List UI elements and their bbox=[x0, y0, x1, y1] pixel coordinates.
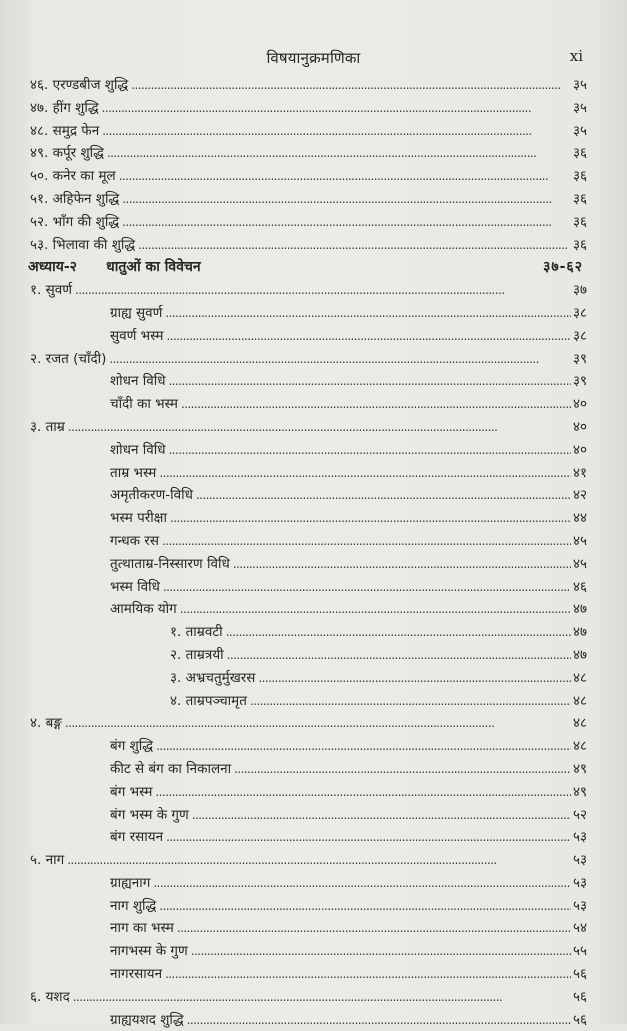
toc-entry-title: ग्राह्य सुवर्ण bbox=[110, 304, 163, 321]
dot-leader bbox=[68, 416, 571, 439]
dot-leader bbox=[159, 895, 571, 918]
toc-entry-title: चाँदी का भस्म bbox=[110, 396, 178, 413]
dot-leader bbox=[163, 576, 571, 599]
toc-entry bbox=[0, 826, 627, 849]
toc-entry bbox=[0, 325, 627, 348]
toc-entry-title: ५२. भाँग की शुद्धि bbox=[30, 213, 120, 230]
toc-entry bbox=[0, 758, 627, 781]
toc-entry-title: शोधन विधि bbox=[110, 373, 166, 390]
toc-entry-page: ३६ bbox=[572, 168, 587, 185]
toc-entry bbox=[0, 963, 627, 986]
toc-entry-title: ६. यशद bbox=[30, 988, 70, 1005]
toc-entry-title: गन्धक रस bbox=[110, 532, 159, 549]
toc-entry bbox=[0, 895, 627, 918]
toc-entry-title: ग्राह्यनाग bbox=[110, 874, 151, 891]
toc-entry-title: शोधन विधि bbox=[110, 441, 166, 458]
table-of-contents bbox=[0, 74, 627, 1031]
toc-entry-page: ३९ bbox=[572, 373, 587, 390]
toc-entry-page: ४६ bbox=[572, 578, 587, 595]
toc-entry bbox=[0, 439, 627, 462]
toc-entry-page: ३९ bbox=[572, 350, 587, 367]
toc-entry bbox=[0, 484, 627, 507]
dot-leader bbox=[67, 849, 571, 872]
dot-leader bbox=[196, 484, 571, 507]
dot-leader bbox=[227, 644, 571, 667]
toc-entry-title: ५. नाग bbox=[30, 852, 65, 869]
dot-leader bbox=[109, 348, 571, 371]
dot-leader bbox=[73, 986, 571, 1009]
toc-entry-title: ४६. एरण्डबीज शुद्धि bbox=[30, 77, 129, 93]
toc-entry-page: ४८ bbox=[572, 738, 587, 755]
toc-entry-title: बंग शुद्धि bbox=[110, 738, 154, 755]
dot-leader bbox=[169, 439, 571, 462]
dot-leader bbox=[102, 120, 571, 143]
dot-leader bbox=[167, 325, 571, 348]
toc-entry-page: ३६ bbox=[572, 190, 587, 207]
toc-entry-page: ४८ bbox=[572, 692, 587, 709]
toc-entry bbox=[0, 279, 627, 302]
toc-entry-page: ४७ bbox=[572, 601, 587, 618]
toc-entry bbox=[0, 120, 627, 143]
toc-entry bbox=[0, 74, 627, 97]
toc-entry-title: बंग रसायन bbox=[110, 829, 164, 846]
toc-entry-page: ४९ bbox=[572, 760, 587, 777]
toc-entry-page: ५६ bbox=[572, 1011, 587, 1028]
toc-entry-page: ४० bbox=[572, 418, 587, 435]
toc-entry bbox=[0, 576, 627, 599]
dot-leader bbox=[181, 393, 571, 416]
toc-entry-title: ४. ताम्रपञ्चामृत bbox=[170, 692, 247, 709]
toc-entry-page: ५३ bbox=[572, 897, 587, 914]
toc-entry bbox=[0, 370, 627, 393]
toc-entry-title: आमयिक योग bbox=[110, 601, 177, 618]
dot-leader bbox=[159, 462, 571, 485]
toc-entry-title: ४९. कर्पूर शुद्धि bbox=[30, 145, 104, 162]
toc-entry-page: ३६ bbox=[572, 236, 587, 253]
dot-leader bbox=[170, 507, 571, 530]
dot-leader bbox=[122, 211, 571, 234]
toc-entry bbox=[0, 507, 627, 530]
toc-entry-title: भस्म परीक्षा bbox=[110, 510, 167, 527]
dot-leader bbox=[155, 781, 571, 804]
toc-entry-page: ४० bbox=[572, 396, 587, 413]
toc-entry-page: ४८ bbox=[572, 669, 587, 686]
toc-entry-title: ग्राह्ययशद शुद्धि bbox=[110, 1011, 184, 1028]
toc-entry bbox=[0, 940, 627, 963]
toc-entry bbox=[0, 986, 627, 1009]
toc-entry bbox=[0, 598, 627, 621]
toc-entry-title: ५१. अहिफेन शुद्धि bbox=[30, 190, 120, 207]
toc-entry bbox=[0, 142, 627, 165]
toc-entry-page: ३६ bbox=[572, 213, 587, 230]
toc-entry bbox=[0, 348, 627, 371]
dot-leader bbox=[138, 234, 571, 257]
toc-entry-page: ५२ bbox=[572, 806, 587, 823]
toc-entry-page: ५४ bbox=[572, 920, 587, 937]
toc-entry bbox=[0, 165, 627, 188]
toc-entry-title: भस्म विधि bbox=[110, 578, 160, 595]
toc-entry-title: नागरसायन bbox=[110, 966, 163, 983]
toc-entry bbox=[0, 416, 627, 439]
toc-entry-title: २. रजत (चाँदी) bbox=[30, 350, 107, 367]
toc-entry-title: सुवर्ण भस्म bbox=[110, 327, 164, 344]
dot-leader bbox=[65, 712, 571, 735]
dot-leader bbox=[119, 165, 571, 188]
toc-entry bbox=[0, 667, 627, 690]
toc-entry-page: ४५ bbox=[572, 555, 587, 572]
dot-leader bbox=[75, 279, 571, 302]
toc-entry-title: नाग शुद्धि bbox=[110, 897, 157, 914]
toc-entry bbox=[0, 188, 627, 211]
toc-entry-title: ४८. समुद्र फेन bbox=[30, 122, 100, 139]
toc-entry-page: ४९ bbox=[572, 783, 587, 800]
toc-entry bbox=[0, 621, 627, 644]
toc-entry-title: २. ताम्रत्रयी bbox=[170, 646, 224, 663]
toc-entry bbox=[0, 781, 627, 804]
dot-leader bbox=[234, 758, 571, 781]
dot-leader bbox=[102, 97, 571, 120]
toc-entry-title: ४७. हींग शुद्धि bbox=[30, 99, 99, 116]
toc-entry-page: ३८ bbox=[572, 304, 587, 321]
toc-entry-title: नाग का भस्म bbox=[110, 920, 174, 937]
toc-entry-page: ५३ bbox=[572, 852, 587, 869]
toc-entry bbox=[0, 872, 627, 895]
toc-entry-page: ४० bbox=[572, 441, 587, 458]
toc-entry bbox=[0, 393, 627, 416]
toc-entry-page: ३७ bbox=[572, 282, 587, 299]
dot-leader bbox=[166, 826, 571, 849]
toc-entry-page: ३६ bbox=[572, 145, 587, 162]
toc-entry bbox=[0, 712, 627, 735]
toc-entry-page: ३५ bbox=[572, 77, 587, 93]
toc-entry bbox=[0, 234, 627, 257]
toc-entry bbox=[0, 849, 627, 872]
toc-entry-title: बंग भस्म bbox=[110, 783, 153, 800]
dot-leader bbox=[165, 963, 571, 986]
toc-entry bbox=[0, 553, 627, 576]
toc-entry-title: अमृतीकरण-विधि bbox=[110, 487, 193, 504]
toc-entry-title: ५०. कनेर का मूल bbox=[30, 168, 116, 185]
dot-leader bbox=[131, 74, 571, 97]
toc-entry bbox=[0, 917, 627, 940]
toc-entry-page: ५५ bbox=[572, 943, 587, 960]
toc-entry-page: ४४ bbox=[572, 510, 587, 527]
toc-entry-title: ३. अभ्रचतुर्मुखरस bbox=[170, 669, 256, 686]
toc-entry-title: ५३. भिलावा की शुद्धि bbox=[30, 236, 136, 253]
toc-entry bbox=[0, 1009, 627, 1031]
toc-entry-title: १. सुवर्ण bbox=[30, 282, 72, 299]
toc-entry-title: बंग भस्म के गुण bbox=[110, 806, 189, 823]
toc-entry-title: कीट से बंग का निकालना bbox=[110, 760, 232, 777]
dot-leader bbox=[226, 621, 571, 644]
dot-leader bbox=[177, 917, 571, 940]
dot-leader bbox=[156, 735, 571, 758]
toc-entry-page: ३५ bbox=[572, 122, 587, 139]
dot-leader bbox=[233, 553, 571, 576]
toc-entry bbox=[0, 804, 627, 827]
toc-entry-title: ४. बङ्ग bbox=[30, 715, 62, 732]
dot-leader bbox=[250, 690, 571, 713]
dot-leader bbox=[192, 804, 571, 827]
toc-entry-page: ४८ bbox=[572, 715, 587, 732]
toc-entry bbox=[0, 530, 627, 553]
toc-entry bbox=[0, 302, 627, 325]
dot-leader bbox=[122, 188, 571, 211]
toc-entry-title: ३. ताम्र bbox=[30, 418, 65, 435]
dot-leader bbox=[180, 598, 571, 621]
toc-entry bbox=[0, 644, 627, 667]
toc-entry-page: ४१ bbox=[572, 464, 587, 481]
toc-entry-page: ३८ bbox=[572, 327, 587, 344]
dot-leader bbox=[162, 530, 571, 553]
dot-leader bbox=[165, 302, 571, 325]
toc-entry bbox=[0, 211, 627, 234]
dot-leader bbox=[258, 667, 571, 690]
page-number: xi bbox=[569, 47, 583, 65]
toc-entry-page: ३७-६२ bbox=[543, 259, 583, 276]
toc-entry-page: ४५ bbox=[572, 532, 587, 549]
toc-entry-title: अध्याय-२ धातुओं का विवेचन bbox=[28, 259, 201, 276]
chapter-heading bbox=[0, 256, 627, 279]
toc-entry-title: तुत्थाताम्र-निस्सारण विधि bbox=[110, 555, 230, 572]
toc-entry bbox=[0, 690, 627, 713]
dot-leader bbox=[187, 1009, 571, 1031]
toc-entry-title: नागभस्म के गुण bbox=[110, 943, 188, 960]
toc-entry bbox=[0, 462, 627, 485]
toc-entry-page: ४२ bbox=[572, 487, 587, 504]
toc-entry-page: ५६ bbox=[572, 966, 587, 983]
dot-leader bbox=[107, 142, 571, 165]
toc-entry-page: ५३ bbox=[572, 874, 587, 891]
toc-entry-page: ४७ bbox=[572, 646, 587, 663]
toc-entry bbox=[0, 735, 627, 758]
dot-leader bbox=[169, 370, 571, 393]
toc-entry-title: १. ताम्रवटी bbox=[170, 624, 223, 641]
toc-entry-page: ५३ bbox=[572, 829, 587, 846]
toc-entry-title: ताम्र भस्म bbox=[110, 464, 157, 481]
toc-entry-page: ४७ bbox=[572, 624, 587, 641]
toc-entry-page: ५६ bbox=[572, 988, 587, 1005]
page-header-title: विषयानुक्रमणिका bbox=[266, 49, 361, 67]
dot-leader bbox=[153, 872, 571, 895]
toc-entry-page: ३५ bbox=[572, 99, 587, 116]
dot-leader bbox=[191, 940, 571, 963]
toc-entry bbox=[0, 97, 627, 120]
